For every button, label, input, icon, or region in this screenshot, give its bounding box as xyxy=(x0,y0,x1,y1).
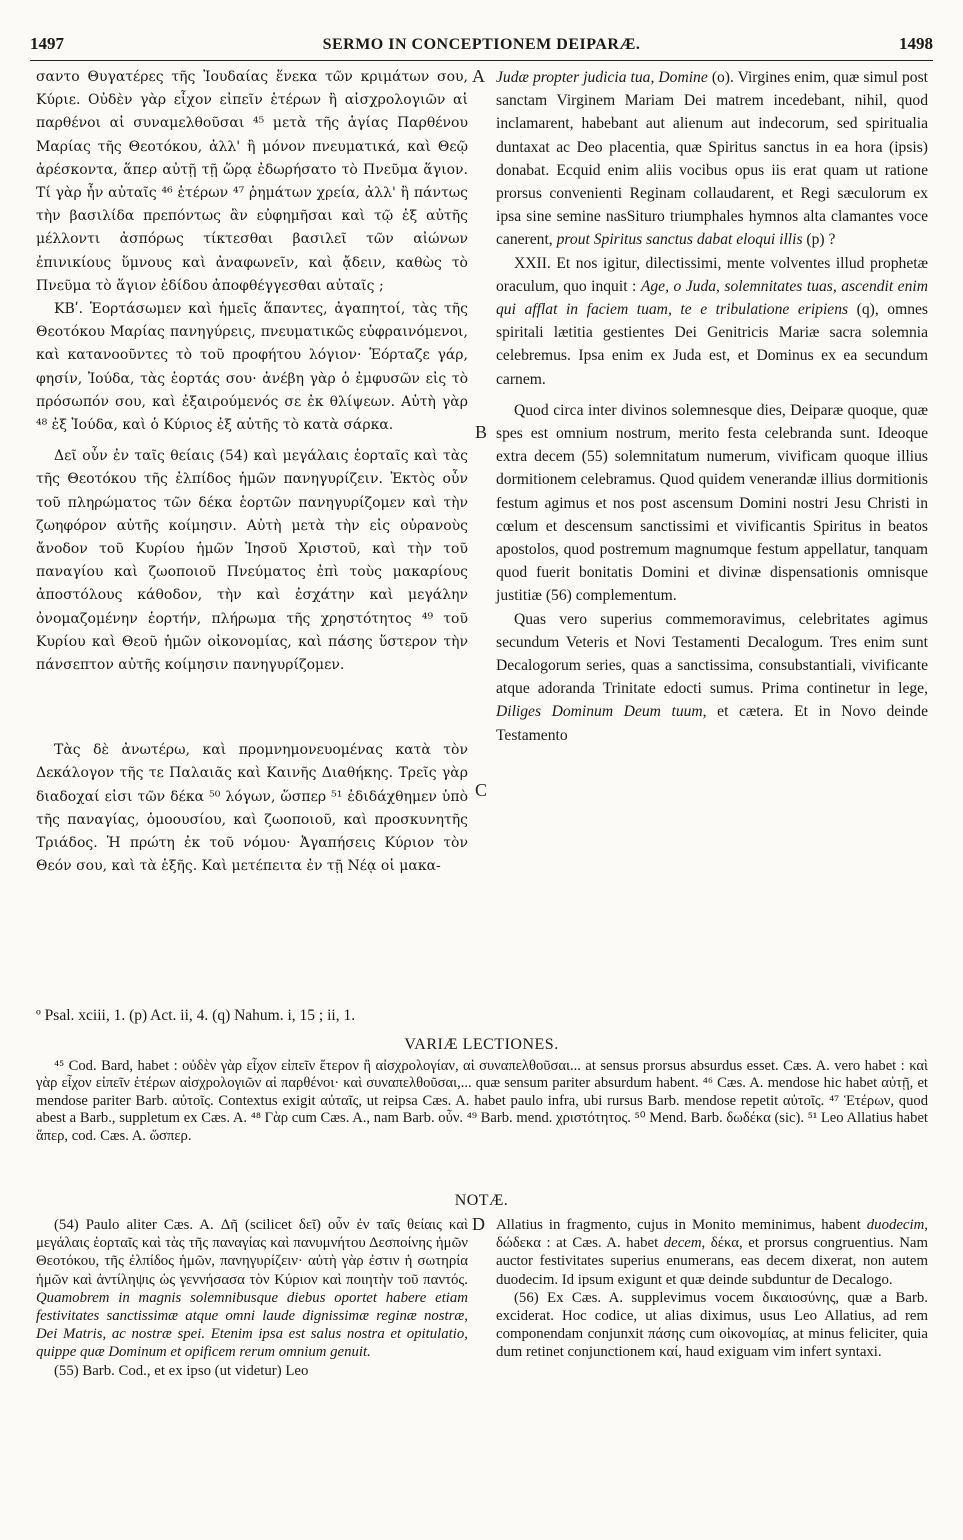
latin-paragraph-4 xyxy=(496,608,928,747)
latin-text-4a: Quas vero superius commemoravimus, celebritates agimus secundum Veteris et Novi Testamenti Decalogum. Tres enim sunt Decalogorum series, quas a sanctissima, consubstantiali, vivificante atque adoranda Trinitate edocti sumus. Prima continetur in lege, xyxy=(496,610,928,698)
notae-left-column xyxy=(36,1216,468,1380)
greek-column xyxy=(36,66,468,879)
note-56: (56) Ex Cæs. A. supplevimus vocem δικαιοσύνης, quæ a Barb. exciderat. Hoc codice, ut alias diximus, usus Leo Allatius, ad rem componendam conjunxit πάσης cum οἰκονομίας, at minus feliciter, quia dum retinet conjunctionem καί, haud exiguam vim infert syntaxi. xyxy=(496,1289,928,1361)
note-54 xyxy=(36,1216,468,1362)
latin-text-1a: (o). Virgines enim, quæ simul post sanctam Virginem Mariam Dei matrem incedebant, nihil, quod inclamarent, habebant aut alienum aut indecorum, sed spiritualia duntaxat ac Deo placentia, quæ Spiritus sanctus in ea hora (ipsis) donabat. Ecquid enim aliis vocibus opus iis erat quam ut ratione prorsus convenienti Reginam collaudarent, et Regi sæculorum ex ipsa sine semine nasSituro triumphales hymnos alta clamantes voce canerent, xyxy=(496,69,929,249)
greek-paragraph-1: σαντο Θυγατέρες τῆς Ἰουδαίας ἕνεκα τῶν κριμάτων σου, Κύριε. Οὐδὲν γὰρ εἶχον εἰπεῖν ἑτέρων ἢ αἰσχρολογιῶν αἱ παρθένοι αἱ συναμελθοῦσαι ⁴⁵ μετὰ τῆς ἁγίας Παρθένου Μαρίας τῆς Θεοτόκου, ἀλλ' ἢ μόνον πνευματικά, καὶ Θεῷ ἀρέσκοντα, ἅπερ αὐτῇ τῇ ὥρᾳ ἐδωρήσατο τὸ Πνεῦμα ἅγιον. Τί γὰρ ἦν αὐταῖς ⁴⁶ ἑτέρων ⁴⁷ ῥημάτων χρεία, ἀλλ' ἢ πάντως τὴν βασιλίδα πρεπόντως ἂν εὐφημῆσαι καὶ τῷ ἐξ αὐτῆς μέλλοντι ἀσπόρως τίκτεσθαι βασιλεῖ τῶν αἰώνων ἐπινικίους ὕμνους καὶ ἀναφωνεῖν, καὶ ᾄδειν, καθὼς τὸ Πνεῦμα τὸ ἅγιον ἐδίδου ἀποφθέγγεσθαι αὐταῖς ; xyxy=(36,69,468,294)
margin-letter-c: C xyxy=(475,780,488,800)
note-55-text-a: Allatius in fragmento, cujus in Monito meminimus, habent xyxy=(496,1217,867,1233)
latin-text-4b: et cætera. Et in Novo deinde Testamento xyxy=(496,703,929,744)
note-54-greek: (54) Paulo aliter Cæs. A. Δῆ (scilicet δεῖ) οὖν ἐν ταῖς θείαις καὶ μεγάλαις ἑορταῖς καὶ τὰς τῆς παναγίας καὶ πανυμνήτου Δεσποίνης ἡμῶν Θεοτόκου, τῆς ἐλπίδος ἡμῶν, πανηγυρίζειν· αὐτὴ γὰρ ἐστιν ἡ σωτηρία ἡμῶν καὶ ἀντίληψις ὡς γεννήσασα τὸν Κύριον καὶ ποιητὴν τοῦ παντός. xyxy=(36,1217,468,1288)
greek-paragraph-4: Τὰς δὲ ἀνωτέρω, καὶ προμνημονευομένας κατὰ τὸν Δεκάλογον τῆς τε Παλαιᾶς καὶ Καινῆς Διαθήκης. Τρεῖς γὰρ διαδοχαί εἰσι τῶν δέκα ⁵⁰ λόγων, ὥσπερ ⁵¹ ἐδιδάχθημεν ὑπὸ τῆς παναγίας, ὁμοουσίου, καὶ ζωοποιοῦ, καὶ προσκυνητῆς Τριάδος. Ἡ πρώτη ἐκ τοῦ νόμου· Ἀγαπήσεις Κύριον τὸν Θεόν σου, καὶ τὰ ἑξῆς. Καὶ μετέπειτα ἐν τῇ Νέᾳ οἱ μακα- xyxy=(36,742,468,875)
latin-text-2a: XXII. Et nos igitur, dilectissimi, mente volventes illud prophetæ oraculum, quo inquit : xyxy=(496,254,928,295)
latin-paragraph-1 xyxy=(496,66,928,252)
margin-letter-d: D xyxy=(472,1214,485,1234)
variae-lectiones xyxy=(36,1058,928,1145)
latin-paragraph-2 xyxy=(496,252,928,391)
latin-paragraph-3: Quod circa inter divinos solemnesque dies, Deiparæ quoque, quæ spes est omnium nostrum, merito festa celebranda sunt. Ideoque extra decem (55) solemnitatum numerum, vivificam quoque illius dormitionem celebramus. Quod quidem venerandæ illius dormitionis festum agimus et nos post ascensum Domini nostri Jesu Christi in cœlum et descensum sanctissimi et vivificantis Spiritus in beatos apostolos, quod postremum magnumque festum appellatur, tanquam quod fuerit bonitatis Domini et divinæ dispensationis omnisque justitiæ (56) complementum. xyxy=(496,401,928,605)
notae-heading-text: NOTÆ. xyxy=(454,1192,509,1209)
note-54-latin: Quamobrem in magnis solemnibusque diebus oportet habere etiam festivitates sanctissimæ atque omni laude dignissimæ reginæ nostræ, Dei Matris, ac nostræ spei. Etenim ipsa est salus nostra et opitulatio, quippe quæ Dominum et opificem rerum omnium genuit. xyxy=(36,1289,468,1361)
latin-text-2b: (q), omnes spiritali lætitia gestientes Dei Genitricis Mariæ sacra solemnia celebremus. Ipsa enim ex Juda est, et Dominus ex ea secundum carnem. xyxy=(496,301,928,388)
page-number-left: 1497 xyxy=(30,34,64,53)
latin-text-1b: (p) ? xyxy=(802,231,836,249)
variae-text: ⁴⁵ Cod. Bard, habet : οὐδὲν γὰρ εἶχον εἰπεῖν ἕτερον ἢ αἰσχρολογίαν, αἱ συναπελθοῦσαι... at sensus prorsus absurdus esset. Cæs. A. vero habet : καὶ γὰρ εἶχον εἰπεῖν ἑτέρων αἰσχρολογιῶν αἱ παρθένοι· καὶ συναπελθοῦσαι,... quæ sensum pariter absurdum habent. ⁴⁶ Cæs. A. mendose hic habet αὐτῇ, et mendose pariter Barb. αὐτοῖς. Contextus exigit αὐταῖς, ut reipsa Cæs. A. habet paulo infra, ubi rursus Barb. mendose repetit αὐτοῖς. ⁴⁷ Ἑτέρων, quod abest a Barb., suppletum ex Cæs. A. ⁴⁸ Γὰρ cum Cæs. A., nam Barb. οὖν. ⁴⁹ Barb. mend. χριστότητος. ⁵⁰ Mend. Barb. δωδέκα (sic). ⁵¹ Leo Allatius habet ἅπερ, cod. Cæs. A. ὥσπερ. xyxy=(36,1058,928,1144)
notae-heading xyxy=(30,1192,933,1210)
latin-italic-quote-2: prout Spiritus sanctus dabat eloqui illis xyxy=(556,231,803,249)
latin-italic-quote-4: Diliges Dominum Deum tuum, xyxy=(496,703,707,721)
margin-letter-b: B xyxy=(475,422,488,442)
note-55-start: (55) Barb. Cod., et ex ipso (ut videtur) Leo xyxy=(54,1362,309,1379)
greek-paragraph-3: Δεῖ οὖν ἐν ταῖς θείαις (54) καὶ μεγάλαις ἑορταῖς καὶ τὰς τῆς Θεοτόκου τῆς ἐλπίδος ἡμῶν πανηγυρίζειν. Ἐκτὸς οὖν τοῦ πληρώματος τῶν δέκα ἑορτῶν πανηγυρίζομεν καὶ τὴν ζωηφόρον αὐτῆς κοίμησιν. Αὐτὴ μετὰ τὴν εἰς οὐρανοὺς ἄνοδον τοῦ Κυρίου ἡμῶν Ἰησοῦ Χριστοῦ, καὶ τὴν τοῦ παναγίου καὶ ζωοποιοῦ Πνεύματος ἐπὶ τοὺς μακαρίους ἀποστόλους κάθοδον, τὴν καὶ ἐσχάτην καὶ μεγάλην ὀνομαζομένην ἑορτήν, πλήρωμα τῆς χρηστότητος ⁴⁹ τοῦ Κυρίου καὶ Θεοῦ ἡμῶν οἰκονομίας, καὶ πάσης ὕστερον τὴν πάνσεπτον αὐτῆς κοίμησιν πανηγυρίζομεν. xyxy=(36,448,468,674)
note-55-text-b: , δώδεκα : at Cæs. A. habet xyxy=(496,1217,928,1252)
margin-letter-a: A xyxy=(472,66,485,86)
note-55-text-c: , δέκα, et prorsus congruentius. Nam auctor festivitates superius enumerans, eas decem dixerat, non autem duodecim. Id ipsum exigunt et quæ deinde subduntur de Decalogo. xyxy=(496,1235,928,1288)
page-number-right: 1498 xyxy=(898,34,933,53)
greek-paragraph-2: ΚΒʹ. Ἑορτάσωμεν καὶ ἡμεῖς ἅπαντες, ἀγαπητοί, τὰς τῆς Θεοτόκου Μαρίας πανηγύρεις, πνευματικῶς εὐφραινόμενοι, καὶ κατανοοῦντες τὸ τοῦ προφήτου λόγιον· Ἑόρταζε γάρ, φησίν, Ἰούδα, τὰς ἑορτάς σου· ἀνέβη γὰρ ὁ ἐμφυσῶν εἰς τὸ πρόσωπόν σου, καὶ ἐξαιρούμενός σε ἐκ θλίψεων. Αὐτὴ γὰρ ⁴⁸ ἐξ Ἰούδα, καὶ ὁ Κύριος ἐξ αὐτῆς τὸ κατὰ σάρκα. xyxy=(36,301,468,434)
notae-right-column xyxy=(496,1216,928,1362)
running-title: SERMO IN CONCEPTIONEM DEIPARÆ. xyxy=(322,36,641,53)
note-55-cont xyxy=(496,1216,928,1289)
latin-italic-quote-3: Age, o Juda, solemnitates tuas, ascendit enim qui afflat in faciem tuam, te e tribulatione eripiens xyxy=(496,277,928,319)
variae-heading-text: VARIÆ LECTIONES. xyxy=(404,1036,559,1053)
scripture-references: º Psal. xciii, 1. (p) Act. ii, 4. (q) Nahum. i, 15 ; ii, 1. xyxy=(36,1007,356,1024)
latin-italic-quote-1: Judæ propter judicia tua, Domine xyxy=(496,69,708,86)
latin-column xyxy=(496,66,928,747)
note-55-italic-b: decem xyxy=(663,1235,702,1252)
header-rule xyxy=(30,60,933,61)
running-header xyxy=(30,34,933,56)
note-55-italic-a: duodecim xyxy=(866,1217,925,1233)
variae-heading xyxy=(30,1036,933,1054)
